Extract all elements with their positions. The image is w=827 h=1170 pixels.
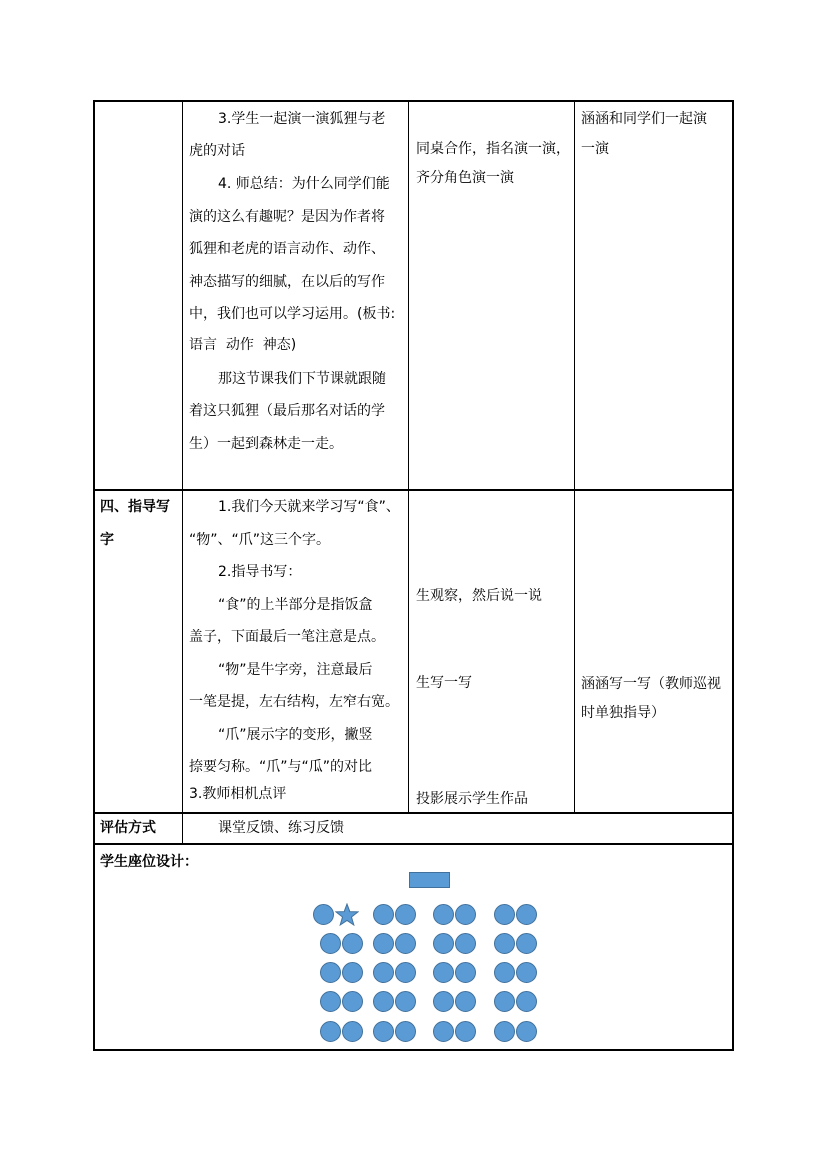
student-seat	[494, 991, 515, 1012]
section3-student-activity: 同桌合作，指名演一演，	[416, 141, 570, 157]
section3-text-line: 那这节课我们下节课就跟随	[218, 371, 386, 387]
assessment-label: 评估方式	[100, 820, 156, 836]
section4-text-line: 盖子，下面最后一笔注意是点。	[189, 629, 385, 645]
section4-student-activity: 投影展示学生作品	[416, 791, 528, 807]
student-seat	[433, 1021, 454, 1042]
section4-text-line: “爪”展示字的变形，撇竖	[218, 727, 373, 743]
section4-heading: 四、指导写	[100, 499, 170, 515]
student-seat	[313, 904, 334, 925]
student-seat	[373, 991, 394, 1012]
section4-student-activity: 生写一写	[416, 675, 472, 691]
section3-text-line: 狐狸和老虎的语言动作、动作、	[189, 241, 385, 257]
student-seat	[433, 933, 454, 954]
section4-special-student: 涵涵写一写（教师巡视	[581, 676, 721, 692]
student-seat	[320, 962, 341, 983]
student-seat	[516, 962, 537, 983]
section3-student-activity: 齐分角色演一演	[416, 170, 514, 186]
section4-text-line: 捺要匀称。“爪”与“瓜”的对比	[189, 759, 373, 775]
student-seat	[516, 933, 537, 954]
student-seat	[455, 904, 476, 925]
section3-text-line: 4. 师总结：为什么同学们能	[218, 176, 390, 192]
section3-text-line: 着这只狐狸（最后那名对话的学	[189, 403, 385, 419]
student-seat	[395, 962, 416, 983]
student-seat	[373, 904, 394, 925]
student-seat	[373, 962, 394, 983]
column-divider	[574, 100, 575, 812]
section3-text-line: 中，我们也可以学习运用。(板书:	[189, 306, 396, 322]
student-seat	[395, 904, 416, 925]
assessment-value: 课堂反馈、练习反馈	[218, 820, 344, 836]
section4-text-line: 1.我们今天就来学习写“食”、	[218, 499, 400, 515]
row-divider	[93, 812, 734, 814]
student-seat	[320, 1021, 341, 1042]
row-divider	[93, 489, 734, 491]
section3-special-student: 涵涵和同学们一起演	[581, 111, 707, 127]
section4-text-line: “物”是牛字旁，注意最后	[218, 662, 373, 678]
section3-text-line: 3.学生一起演一演狐狸与老	[218, 111, 386, 127]
column-divider	[182, 100, 183, 812]
student-seat	[342, 991, 363, 1012]
student-seat	[455, 991, 476, 1012]
section4-text-line: “物”、“爪”这三个字。	[189, 532, 331, 548]
star-icon	[335, 903, 359, 927]
student-seat	[342, 1021, 363, 1042]
student-seat	[433, 962, 454, 983]
section3-text-line: 语言 动作 神态)	[189, 337, 297, 353]
section3-text-line: 演的这么有趣呢？是因为作者将	[189, 209, 385, 225]
student-seat	[433, 991, 454, 1012]
teacher-desk	[409, 872, 450, 888]
student-seat	[494, 1021, 515, 1042]
section4-special-student: 时单独指导）	[581, 705, 665, 721]
section4-text-line: “食”的上半部分是指饭盒	[218, 597, 373, 613]
student-seat	[516, 1021, 537, 1042]
student-seat	[455, 962, 476, 983]
section3-text-line: 虎的对话	[189, 143, 245, 159]
section4-heading: 字	[100, 532, 114, 548]
student-seat	[433, 904, 454, 925]
section4-student-activity: 生观察，然后说一说	[416, 588, 542, 604]
section3-text-line: 神态描写的细腻，在以后的写作	[189, 274, 385, 290]
row-divider	[93, 843, 734, 845]
student-seat	[516, 904, 537, 925]
student-seat	[395, 933, 416, 954]
student-seat	[395, 991, 416, 1012]
section4-text-line: 3.教师相机点评	[189, 786, 287, 802]
student-seat	[320, 933, 341, 954]
student-seat	[395, 1021, 416, 1042]
section4-text-line: 2.指导书写：	[218, 564, 302, 580]
student-seat	[455, 933, 476, 954]
student-seat	[494, 904, 515, 925]
student-seat	[516, 991, 537, 1012]
student-seat	[373, 1021, 394, 1042]
student-seat	[455, 1021, 476, 1042]
student-seat	[373, 933, 394, 954]
student-seat	[494, 933, 515, 954]
student-seat	[494, 962, 515, 983]
student-seat	[342, 933, 363, 954]
seating-label: 学生座位设计：	[100, 854, 198, 870]
section3-special-student: 一演	[581, 141, 609, 157]
section3-text-line: 生）一起到森林走一走。	[189, 436, 343, 452]
student-seat	[320, 991, 341, 1012]
section4-text-line: 一笔是提，左右结构，左窄右宽。	[189, 694, 399, 710]
student-seat	[342, 962, 363, 983]
column-divider	[408, 100, 409, 812]
column-divider	[182, 812, 183, 844]
